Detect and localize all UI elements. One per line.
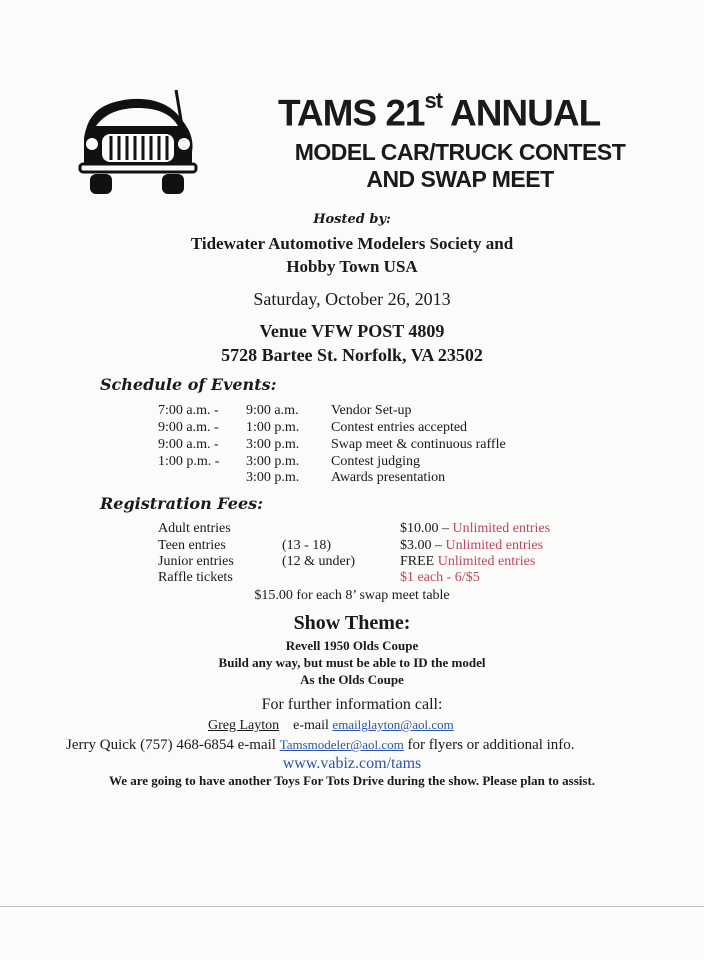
schedule-end: 9:00 a.m. bbox=[246, 403, 299, 418]
theme-lines bbox=[0, 637, 704, 688]
host-names bbox=[120, 232, 584, 278]
schedule-event: Swap meet & continuous raffle bbox=[331, 437, 506, 452]
hosted-by-label: Hosted by: bbox=[313, 212, 391, 227]
footer-note: We are going to have another Toys For Tots Drive during the show. Please plan to assist. bbox=[108, 773, 596, 788]
schedule-heading: Schedule of Events: bbox=[100, 375, 277, 394]
theme-heading: Show Theme: bbox=[293, 612, 411, 634]
host-line-2: Hobby Town USA bbox=[286, 257, 418, 276]
contact-line-2 bbox=[66, 737, 575, 754]
schedule-start: 7:00 a.m. - bbox=[158, 403, 219, 418]
fee-label: Adult entries bbox=[158, 521, 231, 536]
theme-line-3: As the Olds Coupe bbox=[300, 672, 404, 687]
contact-suffix: for flyers or additional info. bbox=[407, 737, 575, 753]
schedule-end: 3:00 p.m. bbox=[246, 470, 300, 485]
contact-person-2: Jerry Quick (757) 468-6854 e-mail bbox=[66, 737, 276, 753]
schedule-end: 3:00 p.m. bbox=[246, 437, 300, 452]
schedule-start: 9:00 a.m. - bbox=[158, 437, 219, 452]
fee-price bbox=[400, 537, 543, 554]
table-fee: $15.00 for each 8’ swap meet table bbox=[254, 588, 450, 603]
venue-name: Venue VFW POST 4809 bbox=[259, 321, 445, 341]
schedule-event: Contest entries accepted bbox=[331, 420, 468, 435]
fee-note: Unlimited entries bbox=[445, 538, 544, 553]
fee-price bbox=[400, 520, 550, 537]
schedule-event: Vendor Set-up bbox=[331, 403, 412, 418]
theme-line-1: Revell 1950 Olds Coupe bbox=[285, 638, 419, 653]
schedule-event: Contest judging bbox=[331, 454, 421, 469]
theme-line-2: Build any way, but must be able to ID the model bbox=[218, 655, 486, 670]
fee-amount: FREE bbox=[400, 554, 435, 569]
schedule-end: 3:00 p.m. bbox=[246, 454, 300, 469]
event-date: Saturday, October 26, 2013 bbox=[253, 289, 451, 309]
page-title: TAMS 21st ANNUAL bbox=[278, 88, 601, 134]
page-divider bbox=[0, 906, 704, 907]
contact-heading: For further information call: bbox=[261, 696, 443, 713]
fee-label: Teen entries bbox=[158, 538, 226, 553]
fee-amount: $10.00 – bbox=[400, 521, 449, 536]
email-link-1[interactable]: emailglayton@aol.com bbox=[332, 717, 454, 732]
fee-amount: $3.00 – bbox=[400, 538, 442, 553]
page-subtitle bbox=[270, 139, 650, 193]
host-line-1: Tidewater Automotive Modelers Society and bbox=[190, 234, 514, 253]
schedule-event: Awards presentation bbox=[331, 470, 446, 485]
schedule-start: 9:00 a.m. - bbox=[158, 420, 219, 435]
email-label: e-mail bbox=[293, 718, 329, 733]
fee-age: (13 - 18) bbox=[282, 538, 331, 553]
car-logo-icon bbox=[78, 86, 198, 196]
fee-label: Junior entries bbox=[158, 554, 234, 569]
venue bbox=[0, 319, 704, 367]
fee-price bbox=[400, 553, 535, 570]
contact-person-1: Greg Layton bbox=[208, 718, 280, 733]
schedule-start: 1:00 p.m. - bbox=[158, 454, 220, 469]
venue-address: 5728 Bartee St. Norfolk, VA 23502 bbox=[221, 345, 483, 365]
subtitle-line-1: MODEL CAR/TRUCK CONTEST bbox=[294, 139, 626, 165]
contact-line-1 bbox=[208, 717, 454, 734]
fee-note: $1 each - 6/$5 bbox=[400, 570, 480, 585]
fee-note: Unlimited entries bbox=[452, 521, 551, 536]
subtitle-line-2: AND SWAP MEET bbox=[366, 166, 554, 192]
website-link[interactable]: www.vabiz.com/tams bbox=[282, 755, 422, 772]
fee-label: Raffle tickets bbox=[158, 570, 233, 585]
email-link-2[interactable]: Tamsmodeler@aol.com bbox=[279, 737, 404, 752]
fees-heading: Registration Fees: bbox=[100, 494, 264, 513]
schedule-end: 1:00 p.m. bbox=[246, 420, 300, 435]
fee-age: (12 & under) bbox=[282, 554, 356, 569]
fee-note: Unlimited entries bbox=[437, 554, 536, 569]
